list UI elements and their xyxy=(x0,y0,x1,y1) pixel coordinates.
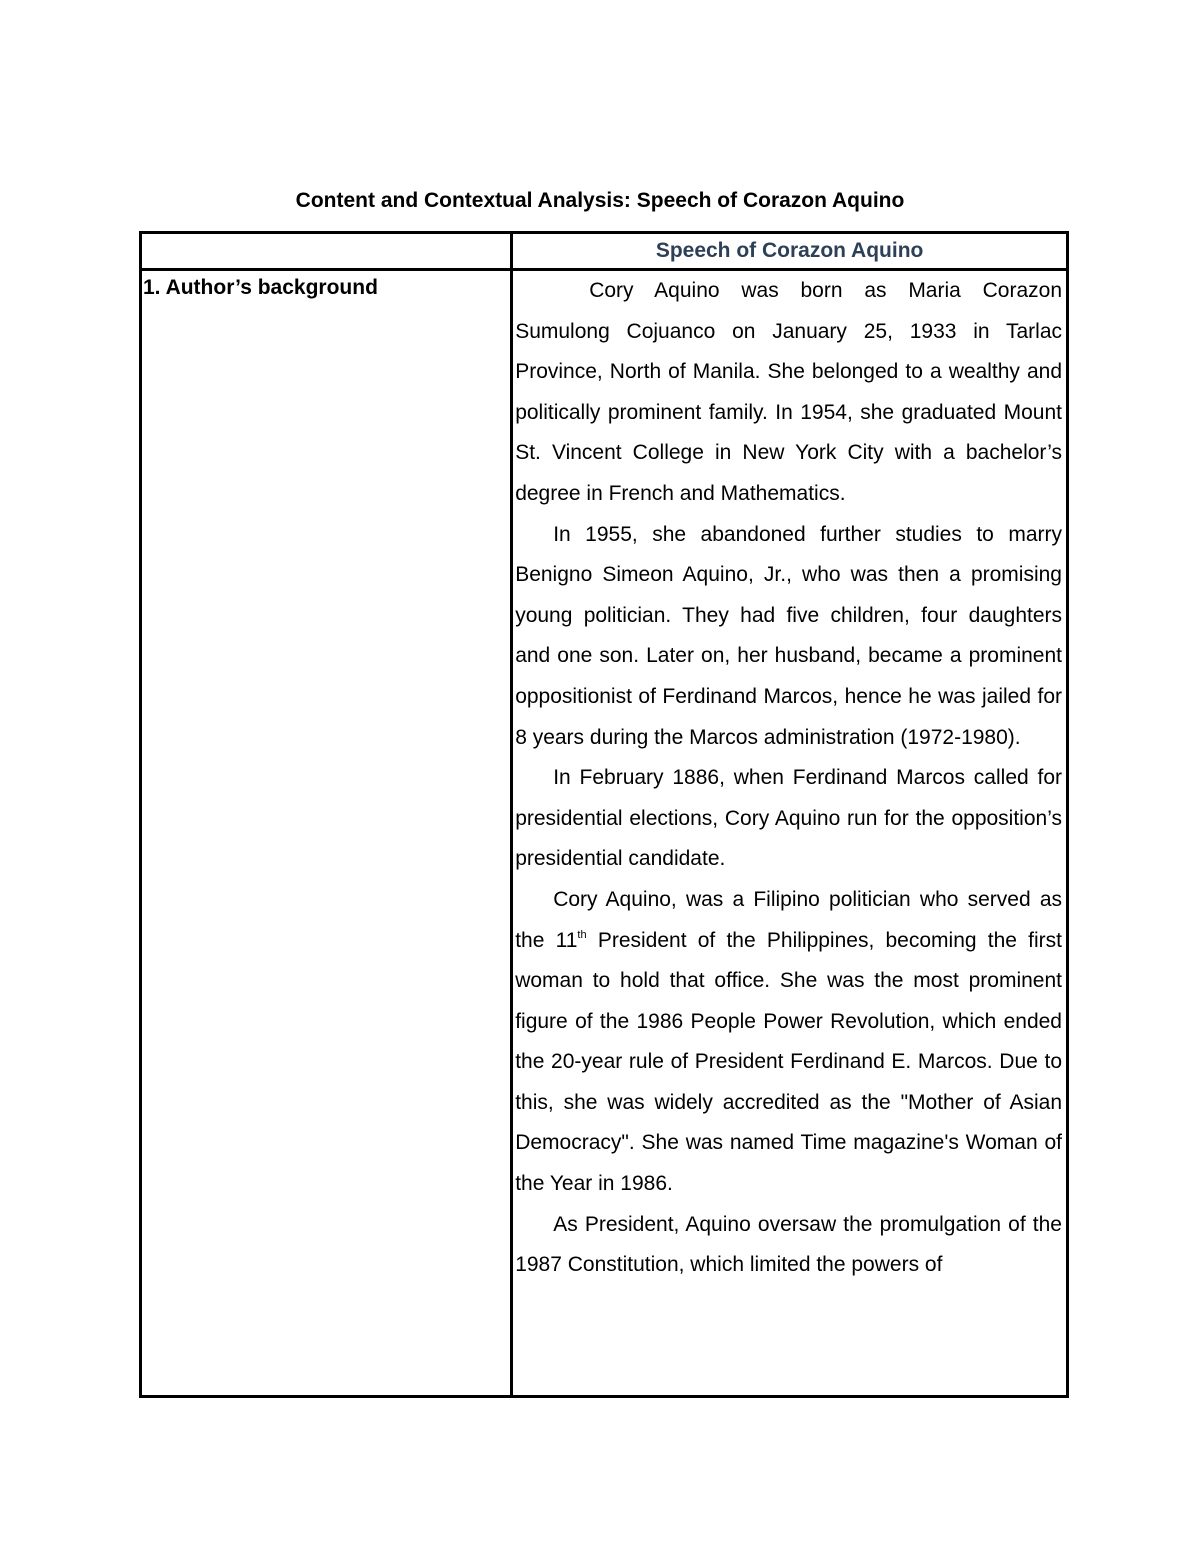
row-label-authors-background: 1. Author’s background xyxy=(141,270,512,1397)
paragraph-presidency-start: Cory Aquino, was a Filipino politician who served as the 11 xyxy=(515,887,1062,952)
table-header-row xyxy=(141,233,1068,270)
document-title: Content and Contextual Analysis: Speech of Corazon Aquino xyxy=(295,189,905,212)
paragraph-presidency-rest: President of the Philippines, becoming the first woman to hold that office. She was the most prominent figure of the 1986 People Power Revolution, which ended the 20-year rule of President Ferdinand E. Marcos. Due to this, she was widely accredited as the "Mother of Asian Democracy". She was named Time magazine's Woman of the Year in 1986. xyxy=(515,928,1063,1196)
paragraph-presidency xyxy=(515,880,1062,1205)
analysis-table xyxy=(139,231,1069,1398)
row-content-authors-background xyxy=(512,270,1068,1397)
paragraph-birth-education: Cory Aquino was born as Maria Corazon Sumulong Cojuanco on January 25, 1933 in Tarlac Province, North of Manila. She belonged to a wealthy and politically prominent family. In 1954, she graduated Mount St. Vincent College in New York City with a bachelor’s degree in French and Mathematics. xyxy=(515,279,1062,505)
paragraph-elections: In February 1886, when Ferdinand Marcos called for presidential elections, Cory Aquino run for the opposition’s presidential candidate. xyxy=(515,766,1062,871)
paragraph-constitution: As President, Aquino oversaw the promulgation of the 1987 Constitution, which limited the powers of xyxy=(515,1212,1062,1277)
header-right-cell: Speech of Corazon Aquino xyxy=(512,233,1068,270)
ordinal-superscript: th xyxy=(577,928,587,941)
header-left-cell xyxy=(141,233,512,270)
paragraph-marriage: In 1955, she abandoned further studies to marry Benigno Simeon Aquino, Jr., who was then a promising young politician. They had five children, four daughters and one son. Later on, her husband, became a prominent oppositionist of Ferdinand Marcos, hence he was jailed for 8 years during the Marcos administration (1972-1980). xyxy=(515,522,1062,749)
table-row xyxy=(141,270,1068,1397)
